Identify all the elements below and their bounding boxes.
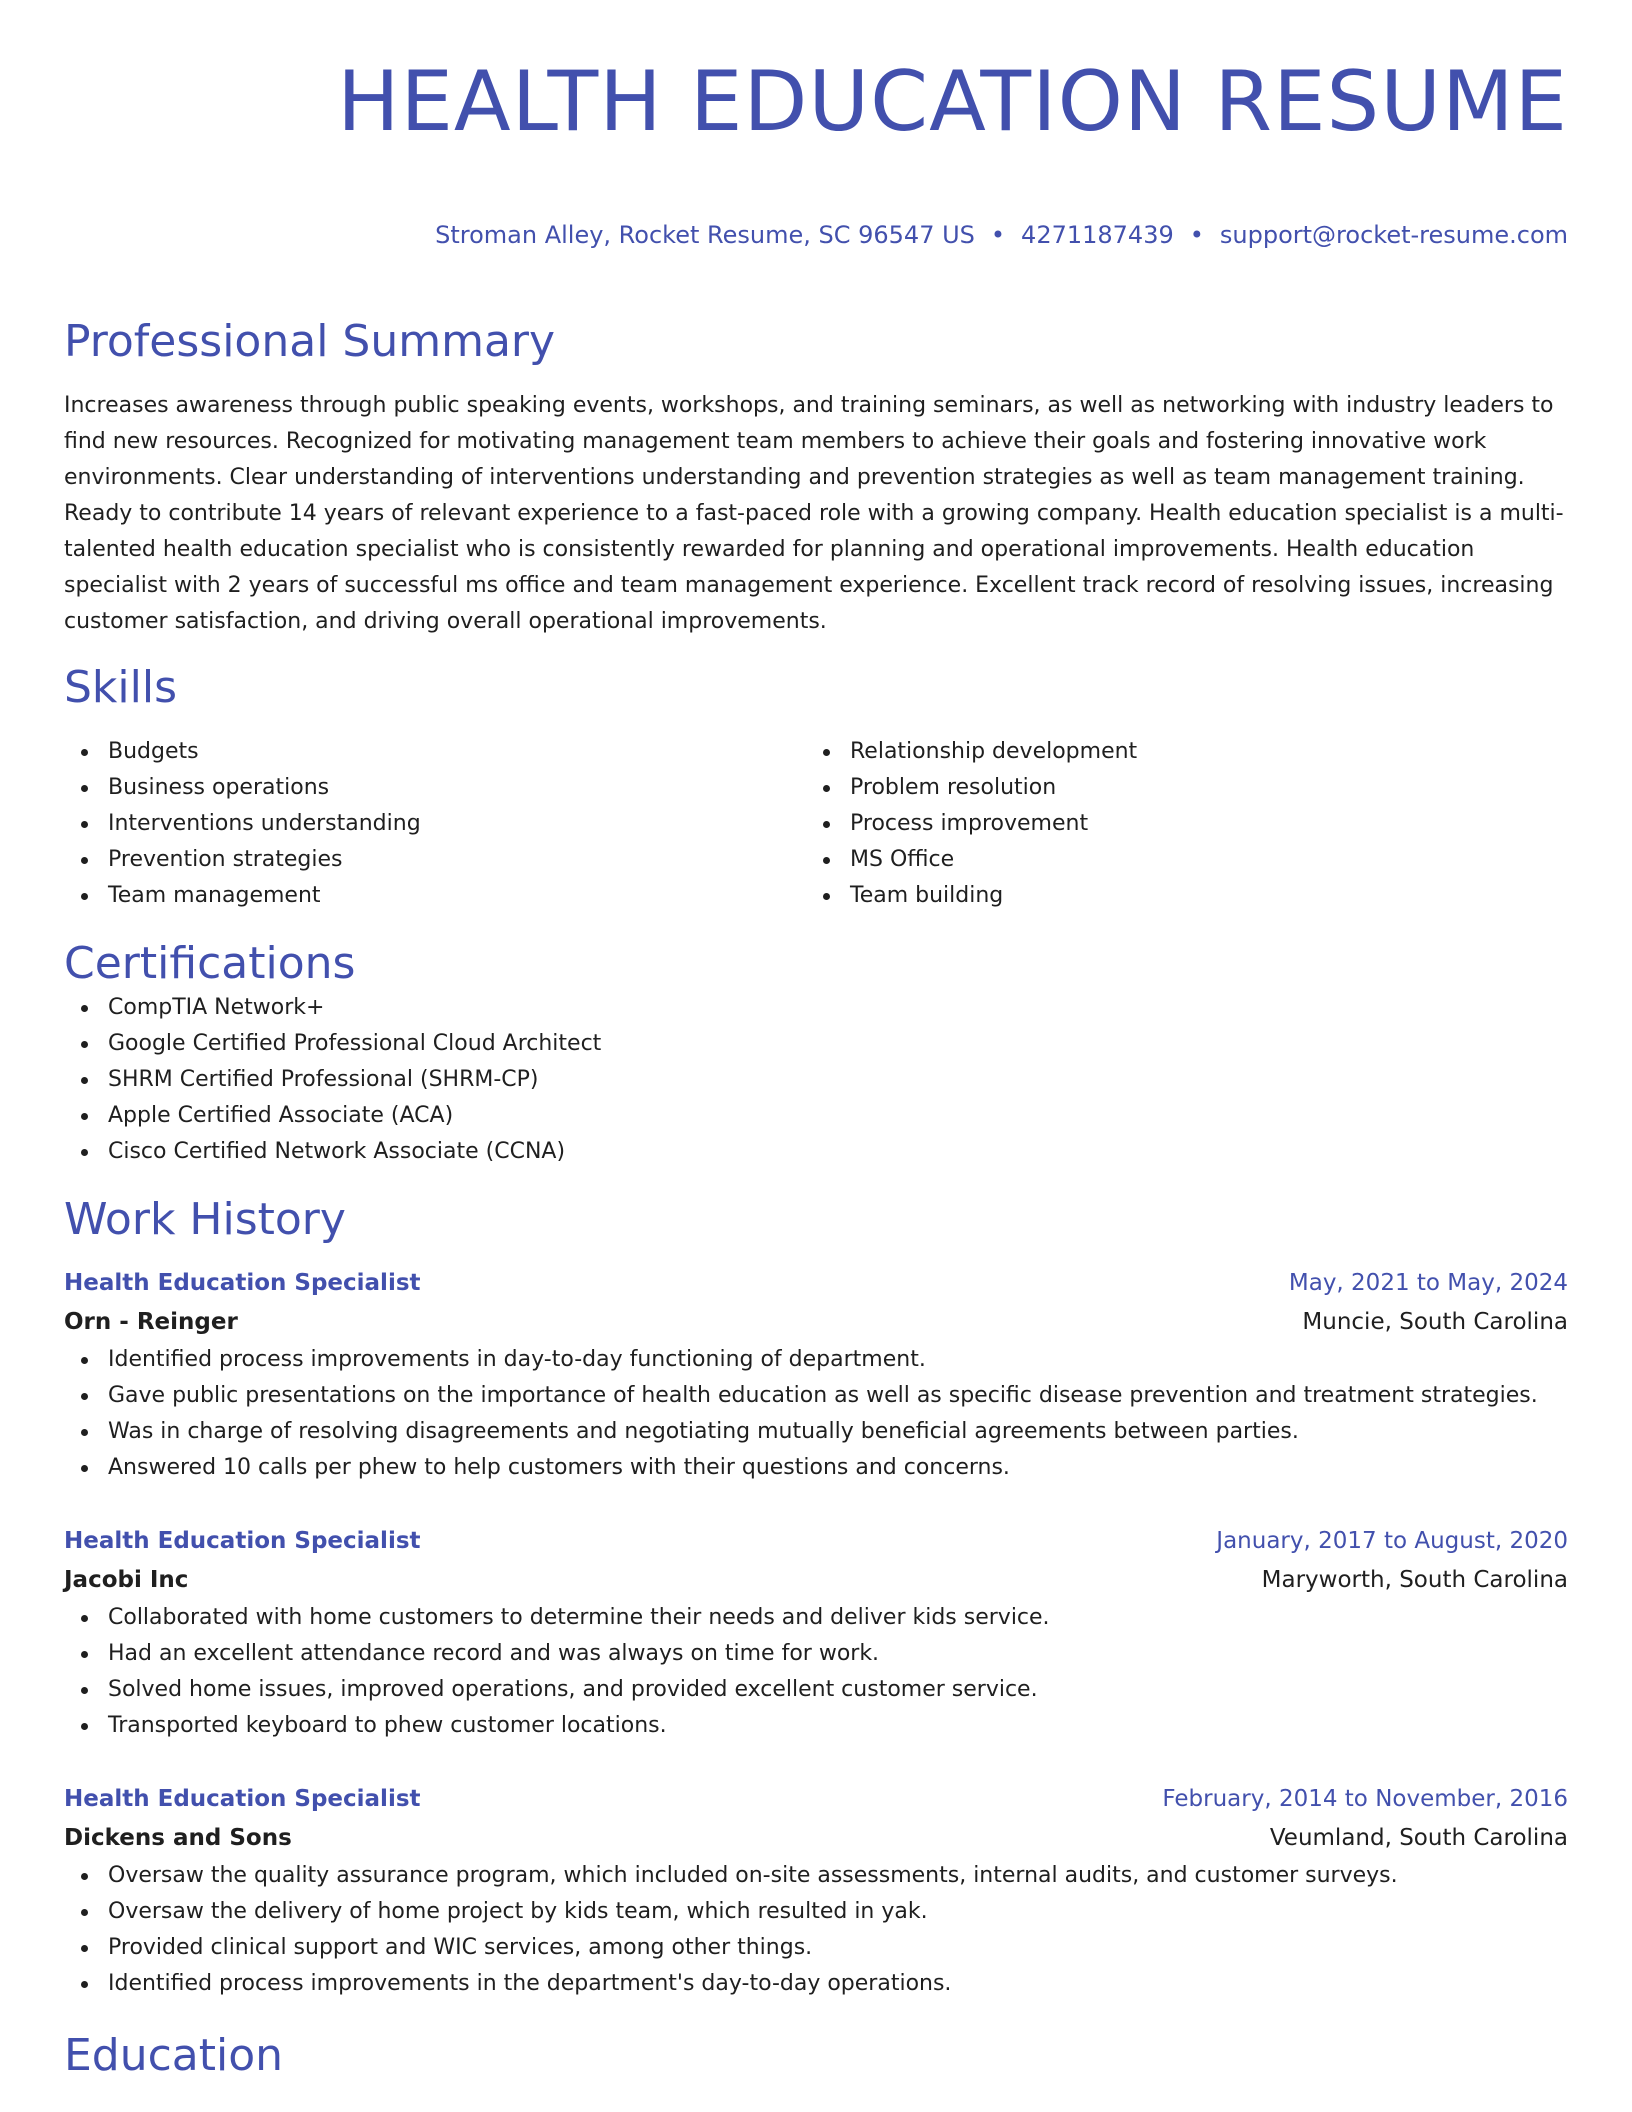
skill-item: MS Office xyxy=(806,842,1548,878)
job-title: Health Education Specialist xyxy=(64,1786,421,1812)
job-company-row xyxy=(64,1302,1568,1342)
job-title: Health Education Specialist xyxy=(64,1270,421,1296)
resume-header xyxy=(64,0,1568,250)
section-title-work-history: Work History xyxy=(64,1194,346,1245)
job-duty-item: Was in charge of resolving disagreements and negotiating mutually beneficial agreements between parties. xyxy=(64,1414,1568,1450)
resume-name: HEALTH EDUCATION RESUME xyxy=(337,53,1568,150)
skills-list-right xyxy=(806,734,1548,914)
contact-address: Stroman Alley, Rocket Resume, SC 96547 US xyxy=(435,221,975,249)
job-title-row xyxy=(64,1522,1568,1560)
job-company: Dickens and Sons xyxy=(64,1825,292,1851)
job-location: Muncie, South Carolina xyxy=(1302,1309,1568,1335)
job-entry xyxy=(64,1264,1568,1486)
contact-email[interactable]: support@rocket-resume.com xyxy=(1219,221,1568,249)
certification-item: Google Certified Professional Cloud Architect xyxy=(64,1026,1568,1062)
job-entry xyxy=(64,1780,1568,2002)
section-title-education: Education xyxy=(64,2030,284,2081)
skill-item: Team building xyxy=(806,878,1548,914)
job-duties-list xyxy=(64,1858,1568,2002)
section-title-certifications: Certifications xyxy=(64,938,356,989)
job-duty-item: Transported keyboard to phew customer locations. xyxy=(64,1708,1568,1744)
certification-item: Cisco Certified Network Associate (CCNA) xyxy=(64,1134,1568,1170)
skill-item: Budgets xyxy=(64,734,806,770)
job-duty-item: Oversaw the quality assurance program, which included on-site assessments, internal audits, and customer surveys. xyxy=(64,1858,1568,1894)
skill-item: Process improvement xyxy=(806,806,1548,842)
skills-list-left xyxy=(64,734,806,914)
certification-item: CompTIA Network+ xyxy=(64,990,1568,1026)
job-company: Orn - Reinger xyxy=(64,1309,238,1335)
job-location: Veumland, South Carolina xyxy=(1269,1825,1568,1851)
job-dates: January, 2017 to August, 2020 xyxy=(1216,1528,1568,1554)
section-title-skills: Skills xyxy=(64,662,178,713)
contact-phone[interactable]: 4271187439 xyxy=(1021,221,1174,249)
professional-summary-section xyxy=(64,316,1568,640)
job-duties-list xyxy=(64,1342,1568,1486)
job-duty-item: Identified process improvements in day-to-day functioning of department. xyxy=(64,1342,1568,1378)
job-duty-item: Answered 10 calls per phew to help customers with their questions and concerns. xyxy=(64,1450,1568,1486)
job-location: Maryworth, South Carolina xyxy=(1261,1567,1568,1593)
job-company-row xyxy=(64,1560,1568,1600)
job-duty-item: Identified process improvements in the department's day-to-day operations. xyxy=(64,1966,1568,2002)
job-dates: February, 2014 to November, 2016 xyxy=(1162,1786,1568,1812)
job-title-row xyxy=(64,1780,1568,1818)
skills-grid xyxy=(64,734,1568,914)
job-duty-item: Gave public presentations on the importance of health education as well as specific disease prevention and treatment strategies. xyxy=(64,1378,1568,1414)
work-history-section xyxy=(64,1194,1568,2002)
certification-item: Apple Certified Associate (ACA) xyxy=(64,1098,1568,1134)
job-duty-item: Solved home issues, improved operations, and provided excellent customer service. xyxy=(64,1672,1568,1708)
bullet-separator xyxy=(991,220,1005,250)
section-title-summary: Professional Summary xyxy=(64,316,556,367)
job-title: Health Education Specialist xyxy=(64,1528,421,1554)
job-company-row xyxy=(64,1818,1568,1858)
contact-line xyxy=(64,220,1568,250)
job-duties-list xyxy=(64,1600,1568,1744)
job-company: Jacobi Inc xyxy=(64,1567,189,1593)
job-duty-item: Collaborated with home customers to determine their needs and deliver kids service. xyxy=(64,1600,1568,1636)
education-section xyxy=(64,2030,1568,2082)
job-duty-item: Provided clinical support and WIC services, among other things. xyxy=(64,1930,1568,1966)
job-duty-item: Had an excellent attendance record and was always on time for work. xyxy=(64,1636,1568,1672)
certifications-list xyxy=(64,990,1568,1170)
skill-item: Interventions understanding xyxy=(64,806,806,842)
skills-section xyxy=(64,662,1568,914)
skill-item: Business operations xyxy=(64,770,806,806)
job-duty-item: Oversaw the delivery of home project by kids team, which resulted in yak. xyxy=(64,1894,1568,1930)
certification-item: SHRM Certified Professional (SHRM-CP) xyxy=(64,1062,1568,1098)
job-dates: May, 2021 to May, 2024 xyxy=(1288,1270,1568,1296)
skill-item: Team management xyxy=(64,878,806,914)
summary-text: Increases awareness through public speaking events, workshops, and training seminars, as well as networking with industry leaders to find new resources. Recognized for motivating management team members to achieve their goals and fostering innovative work environments. Clear understanding of interventions understanding and prevention strategies as well as team management training. Ready to contribute 14 years of relevant experience to a fast-paced role with a growing company. Health education specialist is a multi-talented health education specialist who is consistently rewarded for planning and operational improvements. Health education specialist with 2 years of successful ms office and team management experience. Excellent track record of resolving issues, increasing customer satisfaction, and driving overall operational improvements. xyxy=(64,393,1564,634)
job-entry xyxy=(64,1522,1568,1744)
skill-item: Problem resolution xyxy=(806,770,1548,806)
skill-item: Prevention strategies xyxy=(64,842,806,878)
job-title-row xyxy=(64,1264,1568,1302)
bullet-separator xyxy=(1190,220,1204,250)
certifications-section xyxy=(64,938,1568,1170)
skill-item: Relationship development xyxy=(806,734,1548,770)
